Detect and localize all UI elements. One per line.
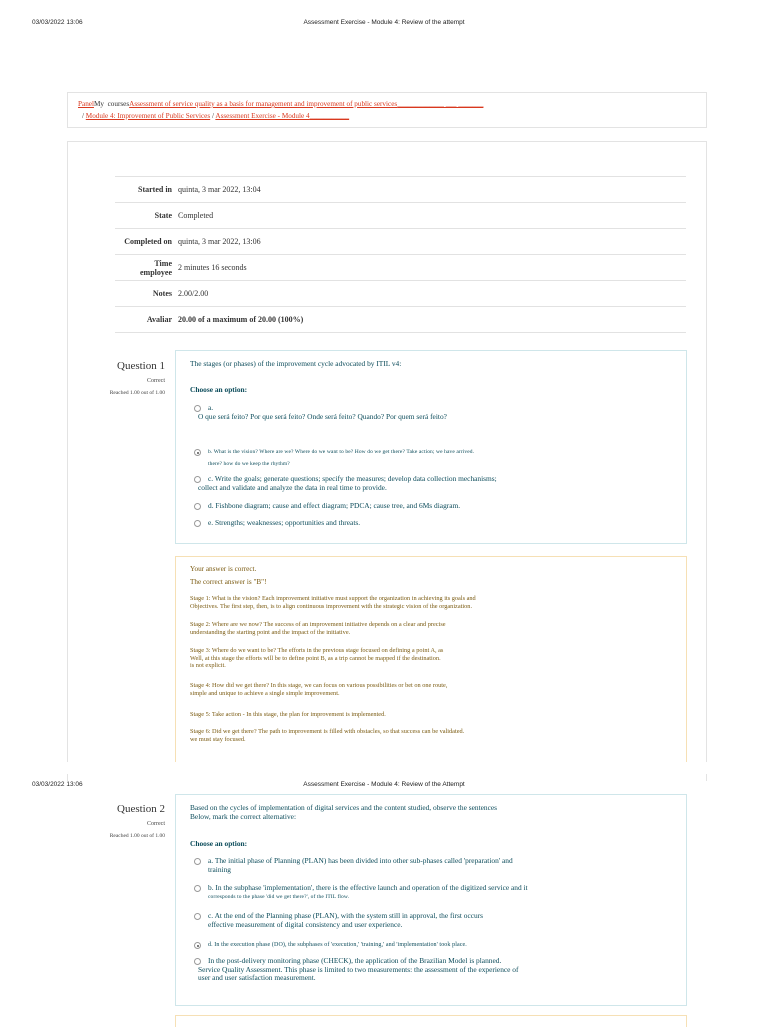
summary-label: Completed on bbox=[115, 229, 178, 255]
option-label: e. Strengths; weaknesses; opportunities and threats. bbox=[208, 518, 361, 527]
summary-value: 2 minutes 16 seconds bbox=[178, 255, 686, 281]
option-label: b. In the subphase 'implementation', there is the effective launch and operation of the digitized service and it bbox=[208, 883, 528, 892]
option-label: In the post-delivery monitoring phase (CHECK), the application of the Brazilian Model is planned. bbox=[208, 956, 502, 965]
summary-label: Avaliar bbox=[115, 307, 178, 333]
print-header-page-2 bbox=[0, 781, 768, 795]
question-text: The stages (or phases) of the improvement cycle advocated by ITIL v4: bbox=[190, 359, 402, 368]
feedback-answer: The correct answer is "B"! bbox=[190, 578, 267, 586]
summary-row-time bbox=[115, 255, 686, 281]
breadcrumb-module-link[interactable]: Module 4: Improvement of Public Services bbox=[85, 112, 211, 120]
feedback-line: Stage 6: Did we get there? The path to improvement is filled with obstacles, so that success can be validated. bbox=[190, 728, 465, 735]
breadcrumb-my: My bbox=[93, 100, 104, 108]
feedback-stage-4 bbox=[190, 682, 660, 697]
option-label: a. The initial phase of Planning (PLAN) has been divided into other sub-phases called 'preparation' and bbox=[208, 856, 513, 865]
feedback-box-next bbox=[175, 1015, 687, 1027]
summary-row-state bbox=[115, 203, 686, 229]
print-date: 03/03/2022 13:06 bbox=[32, 781, 83, 788]
feedback-stage-6 bbox=[190, 728, 660, 743]
question-state: Correct bbox=[147, 378, 165, 384]
question-info bbox=[95, 803, 165, 839]
summary-label: State bbox=[115, 203, 178, 229]
breadcrumb-panel-link[interactable]: Panel bbox=[78, 100, 94, 108]
summary-row-completed bbox=[115, 229, 686, 255]
radio-button[interactable] bbox=[194, 885, 201, 892]
question-text-line: Based on the cycles of implementation of digital services and the content studied, observe the sentences bbox=[190, 803, 498, 812]
option-label: c. Write the goals; generate questions; specify the measures; develop data collection mechanisms; bbox=[208, 474, 497, 483]
breadcrumb-line-1 bbox=[78, 100, 483, 108]
option-label: corresponds to the phase 'did we get there?', of the ITIL flow. bbox=[208, 893, 350, 900]
question-text-line: Below, mark the correct alternative: bbox=[190, 812, 297, 821]
answer-option-c[interactable] bbox=[194, 912, 614, 929]
feedback-correct: Your answer is correct. bbox=[190, 565, 257, 573]
question-grade: Reached 1.00 out of 1.00 bbox=[109, 833, 165, 839]
feedback-line: understanding the starting point and the impact of the initiative. bbox=[190, 628, 351, 636]
feedback-line: Stage 2: Where are we now? The success of an improvement initiative depends on a clear and precise bbox=[190, 621, 446, 628]
print-header bbox=[0, 19, 768, 33]
question-box bbox=[175, 794, 687, 1006]
question-state: Correct bbox=[147, 821, 165, 827]
print-date: 03/03/2022 13:06 bbox=[32, 19, 83, 26]
option-label: user and user satisfaction measurement. bbox=[198, 973, 316, 982]
question-text bbox=[190, 803, 620, 821]
radio-button[interactable] bbox=[194, 858, 201, 865]
option-label: Service Quality Assessment. This phase is limited to two measurements: the assessment of the experience of bbox=[198, 964, 519, 974]
summary-label: Notes bbox=[115, 281, 178, 307]
radio-button[interactable] bbox=[194, 913, 201, 920]
answer-option-d[interactable] bbox=[194, 941, 614, 950]
summary-value: 2.00/2.00 bbox=[178, 281, 686, 307]
print-title: Assessment Exercise - Module 4: Review of the attempt bbox=[303, 19, 465, 26]
feedback-stage-5: Stage 5: Take action - In this stage, the plan for improvement is implemented. bbox=[190, 711, 386, 718]
summary-value: 20.00 of a maximum of 20.00 (100%) bbox=[178, 307, 686, 333]
summary-label: Started in bbox=[115, 177, 178, 203]
question-grade: Reached 1.00 out of 1.00 bbox=[109, 390, 165, 396]
option-label: a. bbox=[208, 403, 214, 412]
radio-button[interactable] bbox=[194, 476, 201, 483]
option-label: b. What is the vision? Where are we? Where do we want to be? How do we get there? Take action; we have arrived. bbox=[208, 449, 475, 455]
answer-option-e[interactable] bbox=[194, 957, 614, 983]
radio-button-selected[interactable] bbox=[194, 942, 201, 949]
summary-label-line: employee bbox=[140, 267, 172, 277]
feedback-line: we must stay focused. bbox=[190, 735, 246, 743]
radio-button[interactable] bbox=[194, 503, 201, 510]
option-label: c. At the end of the Planning phase (PLAN), with the system still in approval, the first occurs bbox=[208, 911, 484, 920]
option-label: effective measurement of digital consistency and user experience. bbox=[208, 919, 403, 929]
breadcrumb-course-trailer: _____________ ___ _______ bbox=[397, 100, 484, 108]
summary-row-notes bbox=[115, 281, 686, 307]
option-label: d. In the execution phase (DO), the subphases of 'execution,' 'training,' and 'implementation' took place. bbox=[208, 942, 467, 948]
summary-label bbox=[115, 255, 178, 281]
feedback-line: Well, at this stage the efforts will be to define point B, as a trip cannot be mapped if the destination. bbox=[190, 654, 441, 662]
feedback-stage-3 bbox=[190, 647, 660, 670]
radio-button[interactable] bbox=[194, 405, 201, 412]
answer-option-a[interactable] bbox=[194, 404, 614, 421]
feedback-stage-1 bbox=[190, 595, 660, 610]
option-label: d. Fishbone diagram; cause and effect diagram; PDCA; cause tree, and 6Ms diagram. bbox=[208, 501, 461, 510]
summary-value: quinta, 3 mar 2022, 13:06 bbox=[178, 229, 686, 255]
breadcrumb-sep-2: / bbox=[210, 112, 216, 120]
feedback-stage-2 bbox=[190, 621, 660, 636]
summary-label-line: Time bbox=[154, 258, 172, 268]
breadcrumb-sep: / bbox=[82, 112, 84, 120]
summary-row-started bbox=[115, 177, 686, 203]
answer-option-a[interactable] bbox=[194, 857, 614, 874]
summary-value: quinta, 3 mar 2022, 13:04 bbox=[178, 177, 686, 203]
choose-option-prompt: Choose an option: bbox=[190, 839, 248, 848]
page-break bbox=[0, 762, 768, 774]
question-number: Question 1 bbox=[117, 360, 165, 372]
option-label: O que será feito? Por que será feito? Onde será feito? Quando? Por quem será feito? bbox=[198, 411, 447, 421]
choose-option-prompt: Choose an option: bbox=[190, 385, 248, 394]
breadcrumb bbox=[67, 92, 707, 128]
feedback-line: Stage 3: Where do we want to be? The efforts in the previous stage focused on defining a point A, as bbox=[190, 647, 444, 654]
summary-value: Completed bbox=[178, 203, 686, 229]
feedback-line: is not explicit. bbox=[190, 662, 226, 669]
feedback-line: Objectives. The first step, then, is to align continuous improvement with the strategic vision of the organization. bbox=[190, 602, 473, 610]
radio-button[interactable] bbox=[194, 958, 201, 965]
attempt-summary-table bbox=[115, 176, 686, 333]
print-title: Assessment Exercise - Module 4: Review of the Attempt bbox=[303, 781, 465, 788]
question-number: Question 2 bbox=[117, 803, 165, 815]
radio-button[interactable] bbox=[194, 520, 201, 527]
answer-option-b[interactable] bbox=[194, 448, 614, 468]
feedback-box bbox=[175, 556, 687, 766]
option-label: collect and validate and analyze the data in real time to provide. bbox=[198, 482, 387, 492]
question-info bbox=[95, 360, 165, 396]
answer-option-c[interactable] bbox=[194, 475, 614, 492]
feedback-line: Stage 4: How did we get there? In this stage, we can focus on various possibilities or bet on one route, bbox=[190, 682, 448, 689]
breadcrumb-courses: courses bbox=[107, 100, 130, 108]
option-label: training bbox=[208, 864, 231, 874]
summary-row-grade bbox=[115, 307, 686, 333]
breadcrumb-course-link[interactable]: Assessment of service quality as a basis for management and improvement of public services bbox=[129, 100, 398, 108]
breadcrumb-exercise-trailer: ___________ bbox=[309, 112, 350, 120]
radio-button-selected[interactable] bbox=[194, 449, 201, 456]
feedback-line: Stage 1: What is the vision? Each improvement initiative must support the organization in achieving its goals and bbox=[190, 595, 476, 602]
feedback-line: simple and unique to achieve a single simple improvement. bbox=[190, 689, 340, 697]
option-label: there? how do we keep the rhythm? bbox=[208, 460, 290, 467]
answer-option-b[interactable] bbox=[194, 884, 614, 901]
breadcrumb-exercise-link[interactable]: Assessment Exercise - Module 4 bbox=[215, 112, 310, 120]
answer-option-e[interactable] bbox=[194, 519, 614, 528]
answer-option-d[interactable] bbox=[194, 502, 614, 511]
breadcrumb-line-2 bbox=[82, 112, 349, 120]
question-box bbox=[175, 350, 687, 544]
